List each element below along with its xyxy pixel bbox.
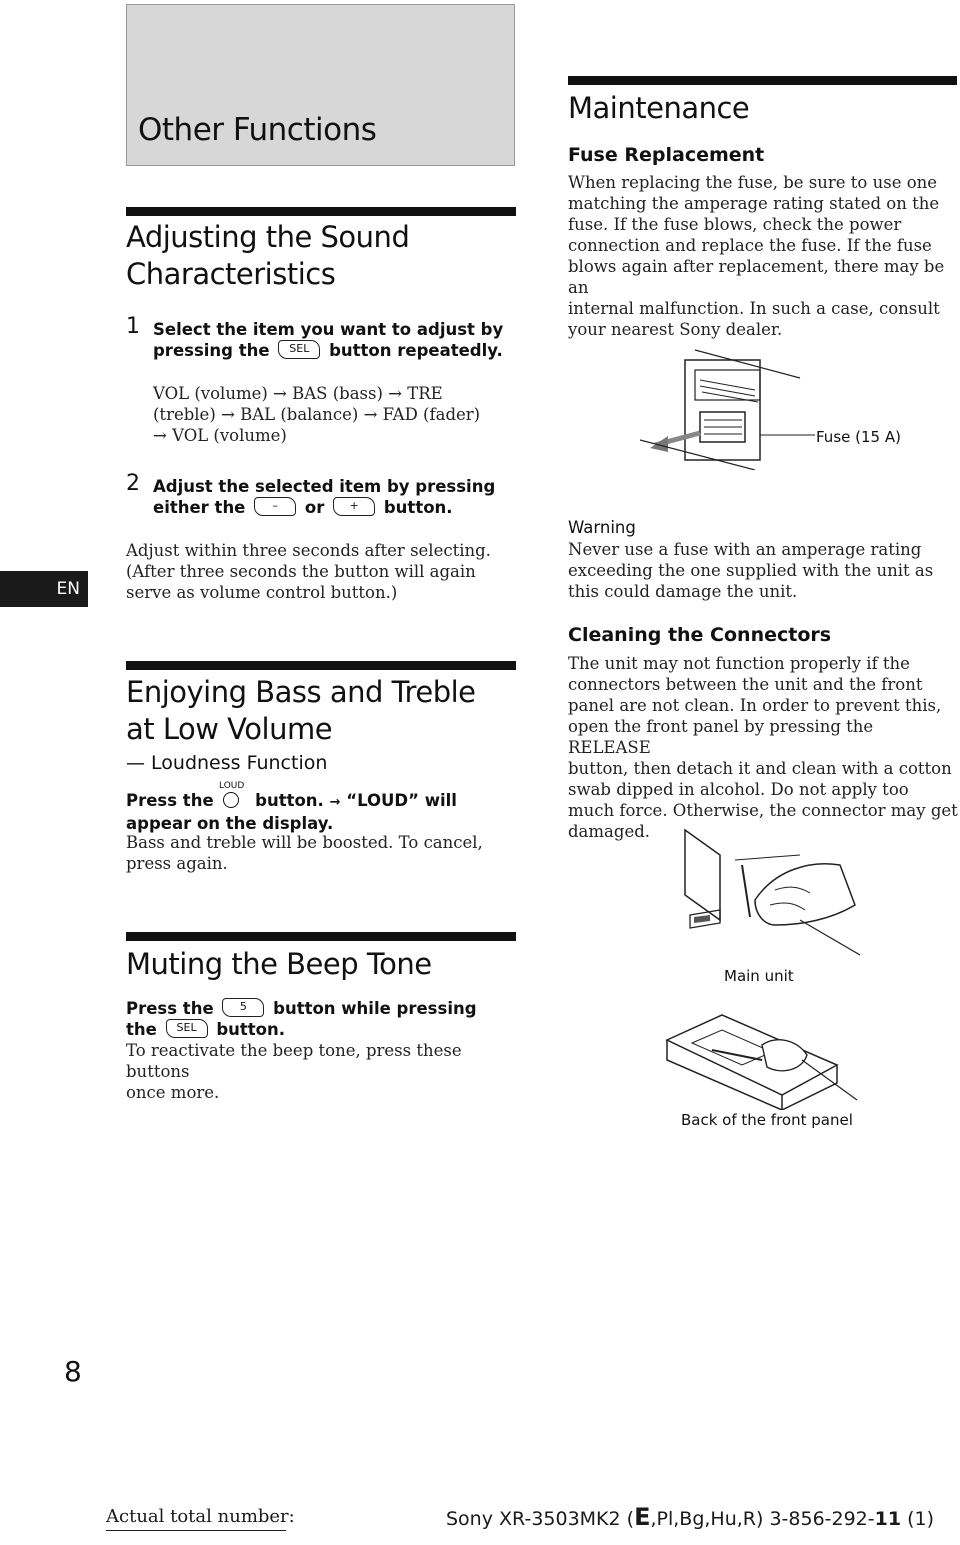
step-1-line2 [153, 340, 523, 361]
loudness-body-line2: press again. [126, 854, 228, 873]
sel-key-icon [278, 340, 320, 359]
front-panel-illustration [662, 1005, 862, 1110]
beep-body [126, 1040, 526, 1103]
cleaning-line: open the front panel by pressing the RELEASE [568, 717, 874, 757]
fuse-line: internal malfunction. In such a case, consult [568, 299, 940, 318]
step-2-or: or [304, 498, 325, 517]
beep-line1 [126, 998, 526, 1019]
key-5-icon [222, 998, 264, 1017]
loudness-line1 [126, 790, 526, 813]
step-2-text-b: either the [153, 498, 246, 517]
footer-model-e: (1) [901, 1508, 935, 1530]
maintenance-heading: Maintenance [568, 91, 750, 125]
adjust-note-line1: Adjust within three seconds after selecting. [126, 541, 491, 560]
loudness-heading-line2: at Low Volume [126, 712, 333, 746]
cleaning-line: panel are not clean. In order to prevent this, [568, 696, 942, 715]
cycle-line-3: → VOL (volume) [153, 426, 287, 445]
key-5-label: 5 [239, 1000, 247, 1013]
beep-body-line2: once more. [126, 1083, 220, 1102]
cleaning-line: button, then detach it and clean with a cotton [568, 759, 952, 778]
loudness-press-b: button. [255, 791, 324, 810]
footer-model-b: E [634, 1503, 651, 1531]
step-2-line2 [153, 497, 523, 518]
loud-key-label: LOUD [219, 781, 245, 791]
section-rule [126, 207, 516, 216]
loudness-line2: appear on the display. [126, 814, 334, 833]
footer-model-a: Sony XR-3503MK2 ( [446, 1508, 635, 1530]
cycle-line-2: (treble) → BAL (balance) → FAD (fader) [153, 405, 481, 424]
fuse-illustration [640, 340, 820, 470]
cleaning-line: connectors between the unit and the front [568, 675, 923, 694]
loudness-heading-line1: Enjoying Bass and Treble [126, 675, 476, 709]
section-rule [126, 661, 516, 670]
footer-actual-total: Actual total number: [106, 1506, 295, 1527]
step-2-line1: Adjust the selected item by pressing [153, 477, 496, 496]
main-unit-illustration [680, 825, 860, 960]
sel-key-icon [166, 1019, 208, 1038]
beep-line2 [126, 1019, 526, 1040]
sel-key-label: SEL [289, 342, 310, 355]
section-rule [568, 76, 957, 85]
beep-press-d: button. [216, 1020, 286, 1039]
beep-press-a: Press the [126, 999, 214, 1018]
step-1-text-c: button repeatedly. [329, 341, 503, 360]
plus-key-icon [333, 497, 375, 516]
section-rule [126, 932, 516, 941]
beep-press-b: button while pressing [273, 999, 477, 1018]
fuse-line: connection and replace the fuse. If the fuse [568, 236, 932, 255]
language-tab: EN [0, 571, 88, 607]
loudness-heading [126, 674, 476, 748]
beep-instruction [126, 998, 526, 1040]
fuse-line: When replacing the fuse, be sure to use one [568, 173, 938, 192]
sel-key-label: SEL [176, 1021, 197, 1034]
cleaning-body [568, 653, 960, 842]
loudness-subheading: — Loudness Function [126, 752, 328, 774]
step-1-instruction [153, 319, 523, 361]
step-2-text-c: button. [383, 498, 453, 517]
chapter-title: Other Functions [138, 112, 377, 148]
footer-model-c: ,Pl,Bg,Hu,R) 3-856-292- [650, 1508, 875, 1530]
fuse-line: fuse. If the fuse blows, check the power [568, 215, 902, 234]
fuse-caption: Fuse (15 A) [816, 428, 901, 446]
fuse-heading: Fuse Replacement [568, 144, 765, 166]
fuse-body [568, 172, 960, 340]
arrow-icon: → [329, 795, 341, 810]
loudness-press-c: “LOUD” will [346, 791, 457, 810]
back-panel-caption: Back of the front panel [681, 1111, 853, 1129]
step-1-line1: Select the item you want to adjust by [153, 320, 504, 339]
loudness-body-line1: Bass and treble will be boosted. To cancel, [126, 833, 483, 852]
fuse-line: your nearest Sony dealer. [568, 320, 783, 339]
footer-rule [106, 1530, 286, 1531]
loudness-body [126, 832, 506, 874]
beep-heading: Muting the Beep Tone [126, 947, 432, 981]
adjust-sound-heading-line2: Characteristics [126, 257, 336, 291]
minus-key-icon [254, 497, 296, 516]
plus-key-label: + [349, 499, 359, 512]
step-1-text-b: pressing the [153, 341, 270, 360]
cleaning-line: damaged. [568, 822, 651, 841]
cleaning-heading: Cleaning the Connectors [568, 624, 832, 646]
step-1-number: 1 [126, 314, 140, 339]
warning-heading: Warning [568, 518, 636, 537]
cleaning-line: The unit may not function properly if the [568, 654, 910, 673]
adjust-sound-heading [126, 219, 409, 293]
fuse-line: blows again after replacement, there may be an [568, 257, 945, 297]
cleaning-line: swab dipped in alcohol. Do not apply too [568, 780, 909, 799]
adjust-note-line3: serve as volume control button.) [126, 583, 398, 602]
loudness-instruction [126, 790, 526, 834]
step-2-instruction [153, 476, 523, 518]
loudness-press-a: Press the [126, 791, 214, 810]
warning-line: exceeding the one supplied with the unit as [568, 561, 934, 580]
warning-line: Never use a fuse with an amperage rating [568, 540, 922, 559]
fuse-line: matching the amperage rating stated on the [568, 194, 940, 213]
warning-line: this could damage the unit. [568, 582, 798, 601]
minus-key-label: – [272, 499, 278, 512]
cycle-line-1: VOL (volume) → BAS (bass) → TRE [153, 384, 443, 403]
adjust-note [126, 540, 506, 603]
page-number: 8 [64, 1355, 82, 1388]
adjust-note-line2: (After three seconds the button will again [126, 562, 476, 581]
footer-model-d: 11 [874, 1508, 902, 1530]
adjust-sound-heading-line1: Adjusting the Sound [126, 220, 410, 254]
main-unit-caption: Main unit [724, 967, 794, 985]
loud-button-icon [223, 792, 239, 808]
cleaning-line: much force. Otherwise, the connector may get [568, 801, 958, 820]
sound-cycle-sequence [153, 383, 523, 446]
footer-model-code [446, 1503, 934, 1531]
warning-body [568, 539, 960, 602]
beep-body-line1: To reactivate the beep tone, press these buttons [126, 1041, 462, 1081]
step-2-number: 2 [126, 471, 140, 496]
beep-press-c: the [126, 1020, 157, 1039]
